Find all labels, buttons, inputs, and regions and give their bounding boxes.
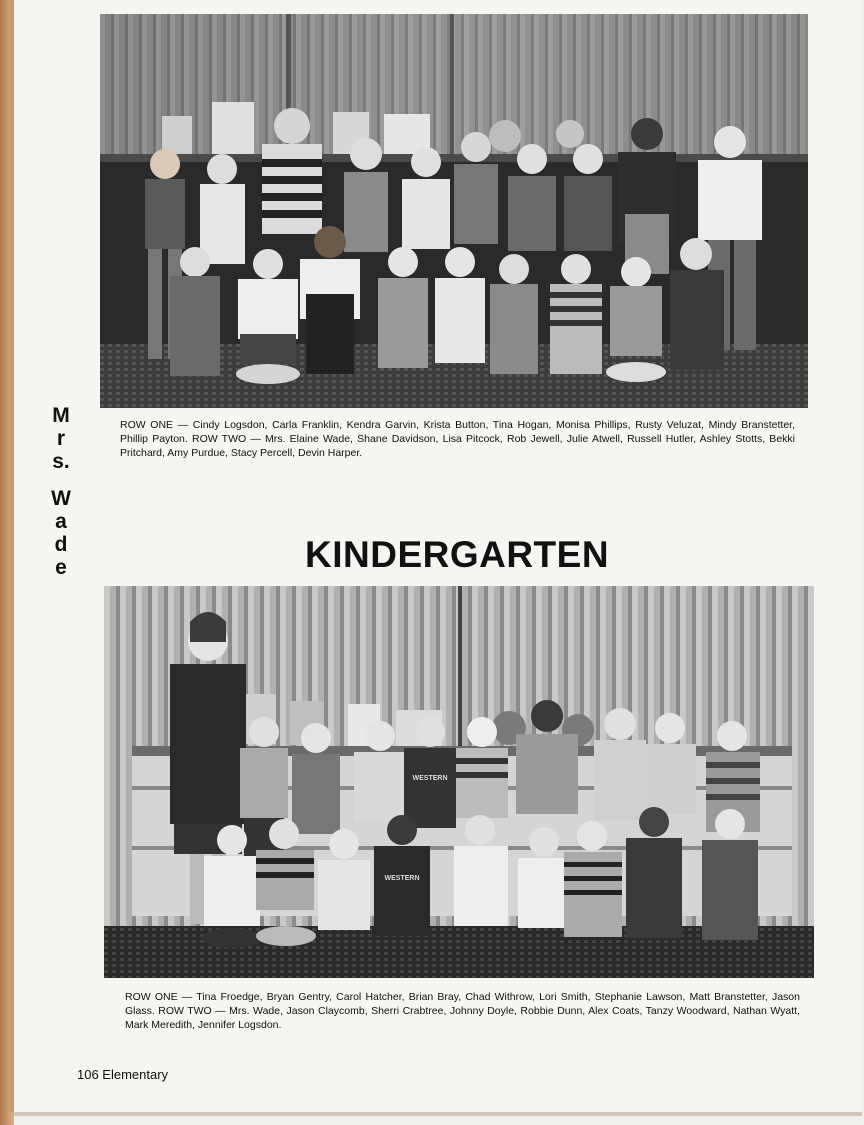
shirt-lettering: WESTERN: [412, 775, 448, 782]
vertical-letter: a: [55, 510, 67, 533]
caption-bottom: ROW ONE — Tina Froedge, Bryan Gentry, Carol Hatcher, Brian Bray, Chad Withrow, Lori Smith, Stephanie Lawson, Matt Branstetter, Jason Glass. ROW TWO — Mrs. Wade, Jason Claycomb, Sherri Crabtree, Johnny Doyle, Robbie Dunn, Alex Coats, Tanzy Woodward, Nathan Wyatt, Mark Meredith, Jennifer Logsdon.: [125, 991, 800, 1031]
vertical-letter: W: [51, 487, 71, 510]
class-photo-bottom-image: [104, 586, 814, 978]
page-footer: 106 Elementary: [77, 1067, 169, 1082]
vertical-letter: r: [56, 427, 66, 450]
class-photo-bottom: [104, 586, 814, 978]
book-binding-edge: [0, 0, 14, 1125]
vertical-letter: e: [55, 556, 67, 579]
vertical-letter: M: [52, 404, 70, 427]
vertical-letter: s.: [52, 450, 70, 473]
teacher-name-vertical: [50, 404, 72, 579]
caption-top: ROW ONE — Cindy Logsdon, Carla Franklin, Kendra Garvin, Krista Button, Tina Hogan, Monisa Phillips, Rusty Veluzat, Mindy Branstetter, Phillip Payton. ROW TWO — Mrs. Elaine Wade, Shane Davidson, Lisa Pitcock, Rob Jewell, Julie Atwell, Russell Hutler, Ashley Stotts, Bekki Pritchard, Amy Purdue, Stacy Percell, Devin Harper.: [120, 419, 795, 459]
class-photo-top-image: [100, 14, 808, 408]
vertical-letter: d: [54, 533, 68, 556]
page-heading: KINDERGARTEN: [305, 534, 610, 575]
shirt-lettering: WESTERN: [384, 875, 420, 882]
class-photo-top: [100, 14, 808, 408]
